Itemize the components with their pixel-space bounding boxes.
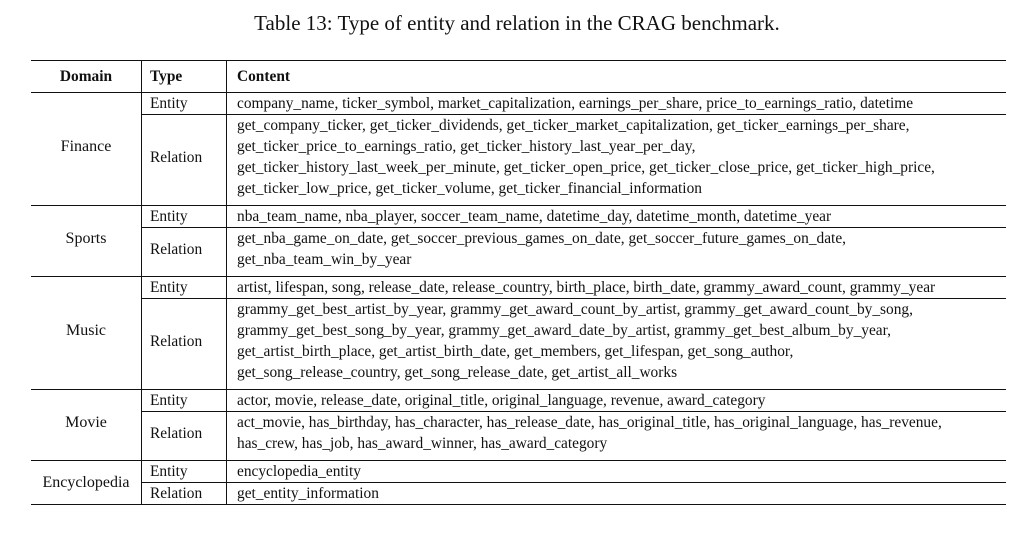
entity-relation-table [31,60,1006,505]
content-line: encyclopedia_entity [237,463,361,480]
header-domain: Domain [31,61,142,93]
type-relation-label: Relation [142,115,227,200]
content-line: get_entity_information [237,485,379,502]
content-line: nba_team_name, nba_player, soccer_team_name, datetime_day, datetime_month, datetime_year [237,208,832,225]
content-line: get_ticker_history_last_week_per_minute, get_ticker_open_price, get_ticker_close_price, get_ticker_high_price, [237,159,935,176]
content-line: get_song_release_country, get_song_release_date, get_artist_all_works [237,364,678,381]
header-content: Content [227,61,1007,93]
table-row [31,115,1006,200]
table-row [31,206,1006,228]
table-row [31,228,1006,271]
domain-cell-finance: Finance [31,93,142,200]
content-line: grammy_get_best_artist_by_year, grammy_get_award_count_by_artist, grammy_get_award_count_by_song, [237,301,913,318]
entity-content [227,461,1007,483]
content-line: get_nba_team_win_by_year [237,251,412,268]
entity-content [227,206,1007,228]
content-line: get_ticker_low_price, get_ticker_volume, get_ticker_financial_information [237,180,702,197]
domain-cell-music: Music [31,277,142,384]
entity-content [227,277,1007,299]
type-relation-label: Relation [142,299,227,384]
type-entity-label: Entity [142,93,227,115]
relation-content [227,412,1007,455]
entity-content [227,93,1007,115]
content-line: grammy_get_best_song_by_year, grammy_get_award_date_by_artist, grammy_get_best_album_by_year, [237,322,891,339]
table-row [31,390,1006,412]
content-line: company_name, ticker_symbol, market_capitalization, earnings_per_share, price_to_earnings_ratio, datetime [237,95,914,112]
domain-cell-movie: Movie [31,390,142,455]
content-line: get_company_ticker, get_ticker_dividends, get_ticker_market_capitalization, get_ticker_earnings_per_share, [237,117,910,134]
table-caption: Table 13: Type of entity and relation in the CRAG benchmark. [254,11,780,35]
table-row [31,412,1006,455]
relation-content [227,299,1007,384]
content-line: artist, lifespan, song, release_date, release_country, birth_place, birth_date, grammy_award_count, grammy_year [237,279,936,296]
content-line: get_artist_birth_place, get_artist_birth_date, get_members, get_lifespan, get_song_author, [237,343,794,360]
type-relation-label: Relation [142,483,227,505]
table-row [31,277,1006,299]
content-line: get_ticker_price_to_earnings_ratio, get_ticker_history_last_year_per_day, [237,138,696,155]
type-entity-label: Entity [142,461,227,483]
domain-cell-encyclopedia: Encyclopedia [31,461,142,505]
type-entity-label: Entity [142,390,227,412]
table-row [31,93,1006,115]
table-row [31,299,1006,384]
content-line: has_crew, has_job, has_award_winner, has_award_category [237,435,608,452]
relation-content [227,228,1007,271]
entity-content [227,390,1007,412]
type-entity-label: Entity [142,277,227,299]
content-line: act_movie, has_birthday, has_character, has_release_date, has_original_title, has_original_language, has_revenue, [237,414,942,431]
header-type: Type [142,61,227,93]
table-row [31,483,1006,505]
content-line: actor, movie, release_date, original_title, original_language, revenue, award_category [237,392,766,409]
type-relation-label: Relation [142,412,227,455]
type-relation-label: Relation [142,228,227,271]
type-entity-label: Entity [142,206,227,228]
content-line: get_nba_game_on_date, get_soccer_previous_games_on_date, get_soccer_future_games_on_date, [237,230,846,247]
relation-content [227,483,1007,505]
table-row [31,461,1006,483]
relation-content [227,115,1007,200]
domain-cell-sports: Sports [31,206,142,271]
